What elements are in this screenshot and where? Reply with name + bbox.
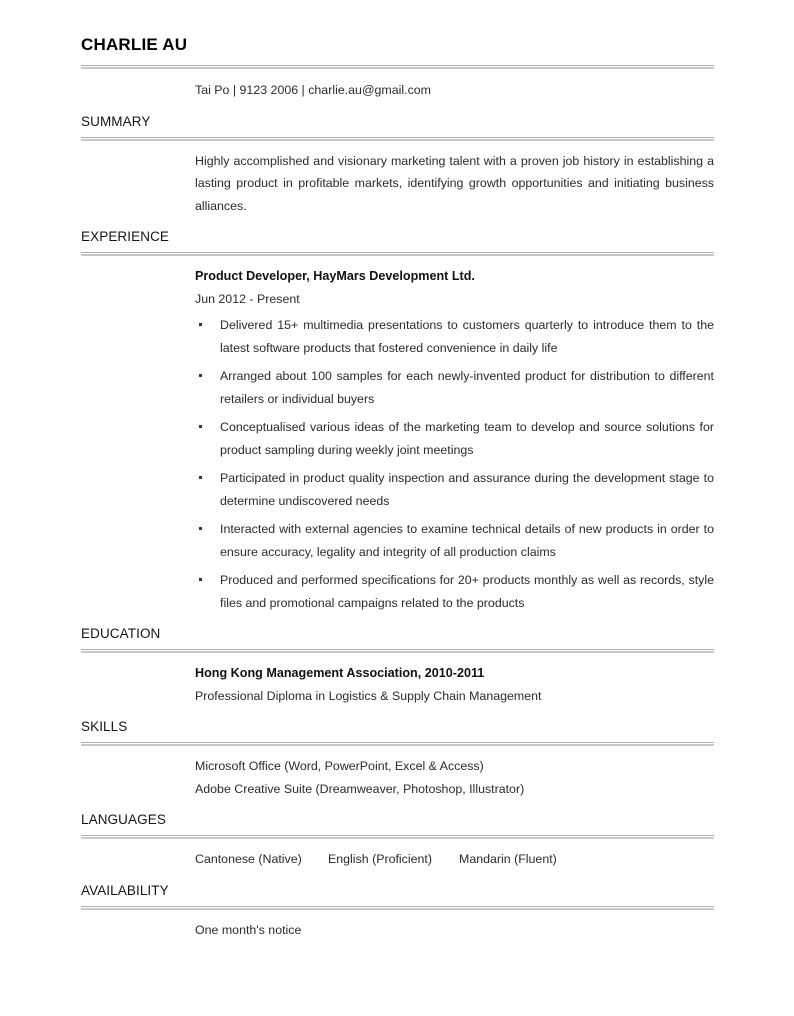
spacer — [81, 800, 713, 811]
bullet-text: Interacted with external agencies to examine technical details of new products in order to ensure accuracy, legality and integrity of all production claims — [220, 522, 714, 559]
bullet-text: Participated in product quality inspection and assurance during the development stage to determine undiscovered needs — [220, 471, 714, 508]
list-item — [195, 314, 714, 359]
availability-text: One month's notice — [195, 922, 302, 937]
bullet-icon — [199, 374, 202, 377]
skill-item: Microsoft Office (Word, PowerPoint, Excel & Access) — [195, 759, 484, 773]
contact-line: Tai Po | 9123 2006 | charlie.au@gmail.com — [195, 83, 431, 97]
job-title: Product Developer, HayMars Development Ltd. — [195, 269, 475, 283]
language-item: Cantonese (Native) — [195, 852, 302, 866]
section-label-skills: SKILLS — [81, 719, 128, 734]
list-item — [195, 416, 714, 461]
languages-row — [195, 848, 713, 871]
experience-bullet-list — [195, 314, 714, 614]
section-label-availability: AVAILABILITY — [81, 882, 169, 898]
experience-block — [195, 256, 713, 614]
bullet-icon — [199, 578, 202, 581]
languages-block — [195, 839, 713, 871]
list-item — [195, 518, 714, 563]
summary-text: Highly accomplished and visionary marketing talent with a proven job history in establishing a lasting product in profitable markets, identifying growth opportunities and initiating business alliances. — [195, 153, 714, 213]
list-item — [195, 569, 714, 614]
spacer — [81, 614, 713, 625]
skill-item: Adobe Creative Suite (Dreamweaver, Photoshop, Illustrator) — [195, 781, 525, 796]
candidate-name: CHARLIE AU — [81, 35, 188, 54]
list-item — [195, 467, 714, 512]
bullet-icon — [199, 527, 202, 530]
bullet-icon — [199, 476, 202, 479]
education-degree: Professional Diploma in Logistics & Supply Chain Management — [195, 688, 542, 703]
section-label-languages: LANGUAGES — [81, 812, 166, 827]
section-label-experience: EXPERIENCE — [81, 229, 170, 244]
contact-block — [195, 69, 713, 102]
bullet-text: Produced and performed specifications for 20+ products monthly as well as records, style files and promotional campaigns related to the products — [220, 573, 714, 610]
spacer — [81, 871, 713, 882]
language-item: Mandarin (Fluent) — [459, 852, 557, 866]
spacer — [81, 217, 713, 228]
education-block — [195, 653, 713, 707]
skills-block — [195, 746, 713, 800]
language-item: English (Proficient) — [328, 852, 432, 866]
bullet-icon — [199, 425, 202, 428]
spacer — [81, 102, 713, 113]
bullet-text: Conceptualised various ideas of the marketing team to develop and source solutions for product sampling during weekly joint meetings — [220, 420, 714, 457]
section-label-summary: SUMMARY — [81, 113, 151, 129]
bullet-text: Delivered 15+ multimedia presentations to customers quarterly to introduce them to the latest software products that fostered convenience in daily life — [220, 318, 714, 355]
spacer — [81, 707, 713, 718]
availability-block — [195, 910, 713, 942]
summary-block — [195, 141, 713, 218]
bullet-icon — [199, 323, 202, 326]
job-dates: Jun 2012 - Present — [195, 291, 300, 306]
list-item — [195, 365, 714, 410]
section-label-education: EDUCATION — [81, 626, 161, 641]
bullet-text: Arranged about 100 samples for each newly-invented product for distribution to different retailers or individual buyers — [220, 369, 714, 406]
education-school: Hong Kong Management Association, 2010-2011 — [195, 666, 485, 680]
